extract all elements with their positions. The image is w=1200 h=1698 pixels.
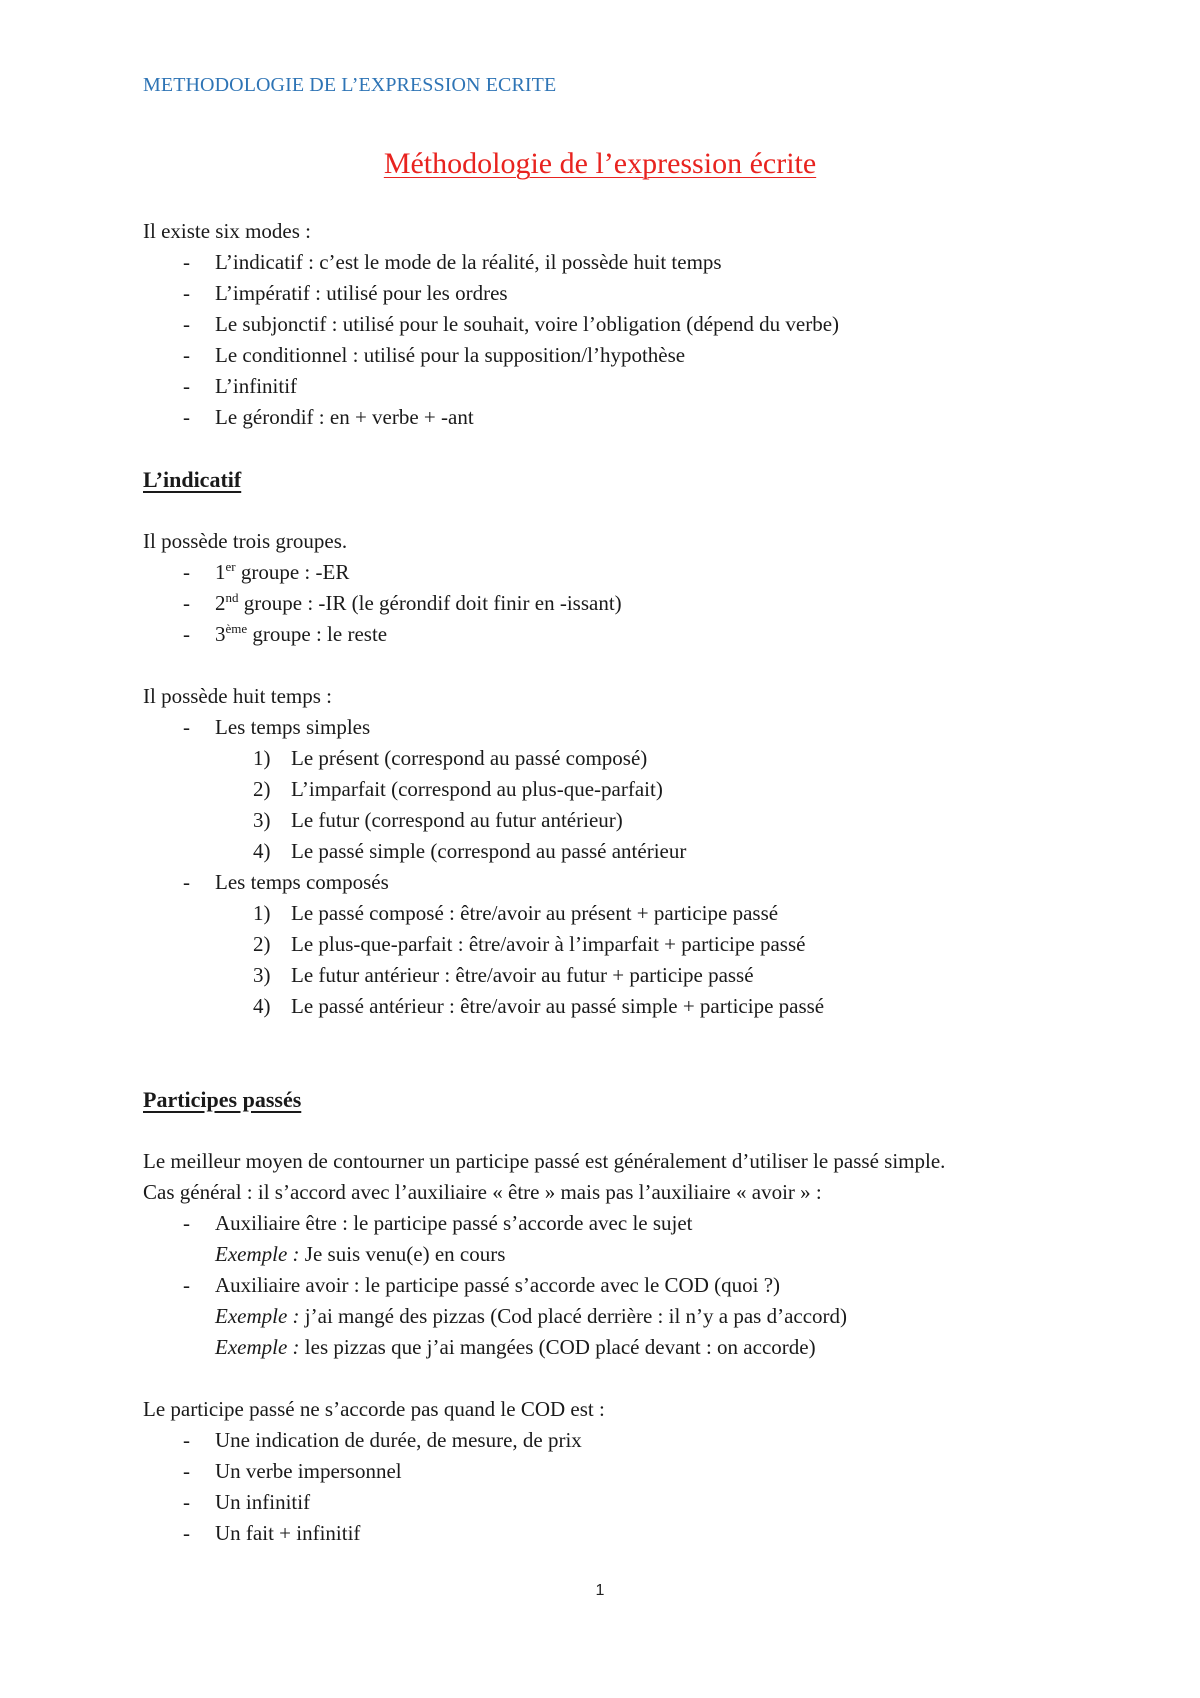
- list-item: 3) Le futur (correspond au futur antérieur): [253, 808, 623, 832]
- modes-list: [143, 247, 1103, 433]
- list-item: - Une indication de durée, de mesure, de prix: [143, 1425, 1103, 1456]
- example-label: Exemple :: [215, 1335, 300, 1359]
- list-item: - Les temps simples 1) Le présent (correspond au passé composé) 2) L’imparfait (correspond au plus-que-parfait) 3) Le futur (correspond au futur antérieur) 4) Le passé simple (correspond au passé antérieur: [143, 712, 1103, 867]
- list-item: 4) Le passé antérieur : être/avoir au passé simple + participe passé: [253, 994, 825, 1018]
- list-item: 3) Le futur antérieur : être/avoir au futur + participe passé: [253, 963, 754, 987]
- auxiliary-list: [143, 1208, 1103, 1363]
- list-item: 2) L’imparfait (correspond au plus-que-parfait): [253, 777, 663, 801]
- no-agreement-list: [143, 1425, 1103, 1549]
- compound-tenses-list: [215, 898, 1103, 1022]
- list-item: - 1er groupe : -ER: [143, 557, 1103, 588]
- modes-intro: Il existe six modes :: [143, 219, 311, 243]
- example-label: Exemple :: [215, 1242, 300, 1266]
- groups-intro: Il possède trois groupes.: [143, 529, 348, 553]
- list-item: - 3ème groupe : le reste: [143, 619, 1103, 650]
- list-item: - L’impératif : utilisé pour les ordres: [143, 278, 1103, 309]
- paragraph: Le participe passé ne s’accorde pas quand le COD est :: [143, 1397, 605, 1421]
- example-label: Exemple :: [215, 1304, 300, 1328]
- list-item: 2) Le plus-que-parfait : être/avoir à l’imparfait + participe passé: [253, 932, 806, 956]
- list-item: 4) Le passé simple (correspond au passé antérieur: [253, 839, 687, 863]
- document-body: [143, 216, 1103, 1549]
- list-item: - Un verbe impersonnel: [143, 1456, 1103, 1487]
- list-item: - Le conditionnel : utilisé pour la supposition/l’hypothèse: [143, 340, 1103, 371]
- list-item: - Un fait + infinitif: [143, 1518, 1103, 1549]
- list-item: 1) Le présent (correspond au passé composé): [253, 746, 648, 770]
- list-item: 1) Le passé composé : être/avoir au présent + participe passé: [253, 901, 779, 925]
- list-item: - L’infinitif: [143, 371, 1103, 402]
- list-item: - 2nd groupe : -IR (le gérondif doit finir en -issant): [143, 588, 1103, 619]
- list-item: - Le gérondif : en + verbe + -ant: [143, 402, 1103, 433]
- list-item: - L’indicatif : c’est le mode de la réalité, il possède huit temps: [143, 247, 1103, 278]
- list-item: - Le subjonctif : utilisé pour le souhait, voire l’obligation (dépend du verbe): [143, 309, 1103, 340]
- section-heading-participes: Participes passés: [143, 1087, 302, 1112]
- page-number: 1: [595, 1582, 605, 1599]
- paragraph: Le meilleur moyen de contourner un participe passé est généralement d’utiliser le passé simple.: [143, 1149, 946, 1173]
- list-item: - Auxiliaire être : le participe passé s’accorde avec le sujet Exemple : Je suis venu(e) en cours: [143, 1208, 1103, 1270]
- section-heading-indicatif: L’indicatif: [143, 467, 242, 492]
- running-header: METHODOLOGIE DE L’EXPRESSION ECRITE: [143, 74, 557, 96]
- document-title: Méthodologie de l’expression écrite: [383, 147, 817, 180]
- list-item: - Un infinitif: [143, 1487, 1103, 1518]
- tenses-intro: Il possède huit temps :: [143, 684, 332, 708]
- paragraph: Cas général : il s’accord avec l’auxiliaire « être » mais pas l’auxiliaire « avoir » :: [143, 1180, 822, 1204]
- groups-list: [143, 557, 1103, 650]
- tenses-list: [143, 712, 1103, 1022]
- list-item: - Les temps composés 1) Le passé composé : être/avoir au présent + participe passé 2) Le plus-que-parfait : être/avoir à l’imparfait + participe passé 3) Le futur antérieur : être/avoir au futur + participe passé 4) Le passé antérieur : être/avoir au passé simple + participe passé: [143, 867, 1103, 1022]
- simple-tenses-list: [215, 743, 1103, 867]
- list-item: - Auxiliaire avoir : le participe passé s’accorde avec le COD (quoi ?) Exemple : j’ai mangé des pizzas (Cod placé derrière : il n’y a pas d’accord) Exemple : les pizzas que j’ai mangées (COD placé devant : on accorde): [143, 1270, 1103, 1363]
